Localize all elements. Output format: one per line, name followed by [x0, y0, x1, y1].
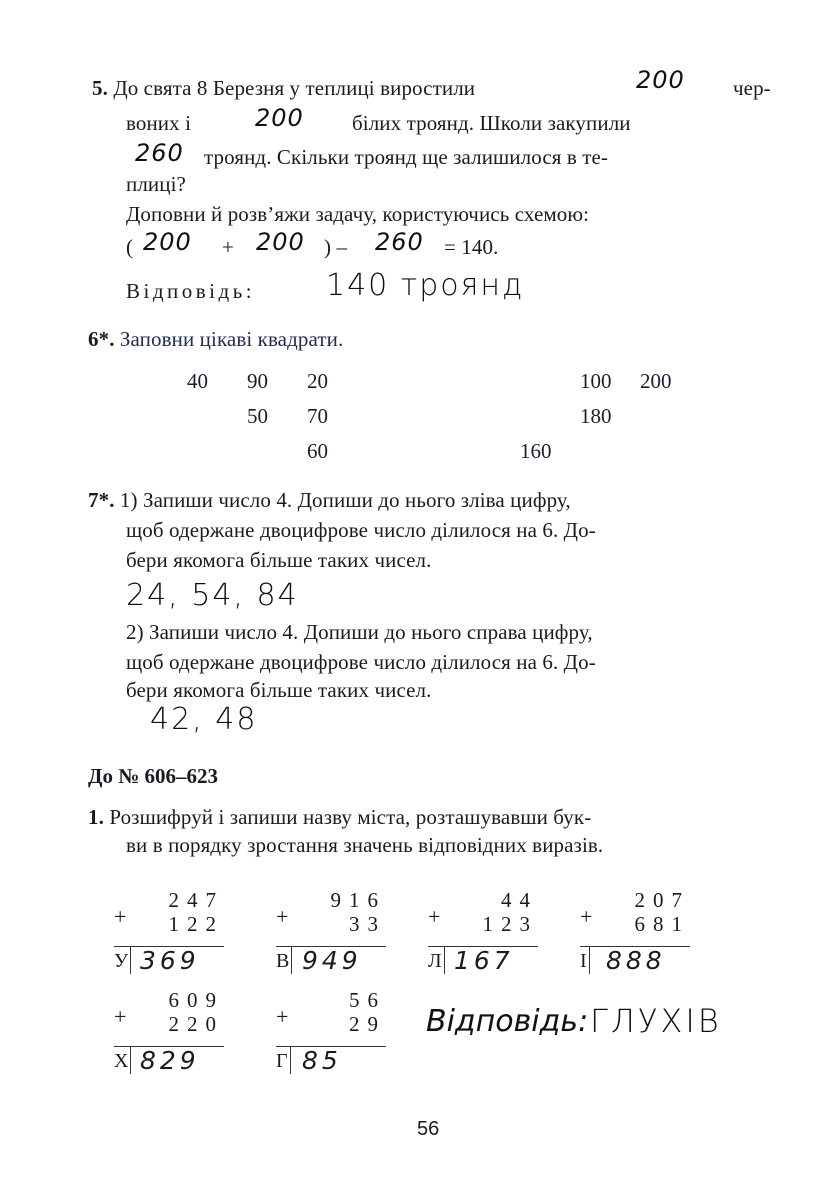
- cipher-letter: В: [276, 946, 292, 974]
- square1-cell: 20: [307, 369, 328, 393]
- task5-text-2a: воних і: [126, 111, 192, 135]
- page-number: 56: [417, 1118, 440, 1140]
- task7-part1-text: бери якомога більше таких чисел.: [126, 548, 432, 572]
- sum-result: 369: [140, 946, 200, 975]
- task1-answer-label: Відповідь:: [426, 1004, 589, 1039]
- task5-scheme-result: = 140.: [444, 235, 499, 259]
- square1-cell: 60: [307, 439, 328, 463]
- plus-sign: +: [580, 904, 593, 929]
- task7-part1-answer: 24, 54, 84: [126, 578, 299, 613]
- task7-part2-answer: 42, 48: [150, 702, 258, 737]
- task7-part2-text: бери якомога більше таких чисел.: [126, 678, 432, 702]
- addend-2: 681: [634, 912, 690, 936]
- task1-answer-value: ГЛУХІВ: [590, 1002, 722, 1040]
- task5-text-2b: білих троянд. Школи закупили: [352, 111, 631, 135]
- addend-1: 916: [330, 888, 386, 912]
- task5-text-3: троянд. Скільки троянд ще залишилося в те-: [204, 145, 609, 169]
- task5-text-4: плиці?: [126, 172, 186, 196]
- addend-1: 56: [349, 988, 386, 1012]
- addend-1: 44: [501, 888, 538, 912]
- square2-cell: 160: [520, 439, 552, 463]
- plus-sign: +: [276, 904, 289, 929]
- addend-2: 29: [349, 1012, 386, 1036]
- addend-2: 123: [482, 912, 538, 936]
- cipher-letter: Х: [114, 1046, 131, 1074]
- cipher-letter: Л: [428, 946, 445, 974]
- task5-answer-label: Відповідь:: [126, 279, 256, 303]
- sum-result: 949: [302, 946, 362, 975]
- task6-header: [88, 327, 343, 352]
- task5-answer-value: 140 троянд: [326, 268, 525, 303]
- task7-part2-text: 2) Запиши число 4. Допиши до нього справа цифру,: [126, 620, 593, 644]
- square1-cell: 40: [187, 369, 208, 393]
- addend-2: 122: [168, 912, 224, 936]
- addend-1: 247: [168, 888, 224, 912]
- task5-scheme-close-minus: ) –: [324, 235, 348, 259]
- square1-cell: 50: [247, 404, 268, 428]
- square1-cell: 70: [307, 404, 328, 428]
- task5-line1: [92, 76, 475, 101]
- addend-2: 33: [349, 912, 386, 936]
- task1-text: Розшифруй і запиши назву міста, розташувавши бук-: [109, 805, 592, 829]
- addend-2: 220: [168, 1012, 224, 1036]
- task7-number: 7*.: [88, 488, 115, 512]
- task5-instruction: Доповни й розв’яжи задачу, користуючись схемою:: [126, 202, 590, 226]
- section-heading: До № 606–623: [88, 764, 219, 788]
- square1-cell: 90: [247, 369, 268, 393]
- sum-result: 85: [302, 1046, 342, 1075]
- plus-sign: +: [428, 904, 441, 929]
- task5-red-roses-value: 200: [636, 66, 685, 94]
- addend-1: 609: [168, 988, 224, 1012]
- task5-white-roses-value: 200: [255, 104, 304, 132]
- cipher-letter: Г: [276, 1046, 291, 1074]
- task5-bought-value: 260: [135, 139, 184, 167]
- square2-cell: 180: [580, 404, 612, 428]
- task1-line1: [88, 805, 591, 830]
- sum-result: 888: [606, 946, 666, 975]
- task5-scheme-plus: +: [222, 235, 234, 259]
- addend-1: 207: [634, 888, 690, 912]
- sum-result: 829: [140, 1046, 200, 1075]
- square2-cell: 200: [640, 369, 672, 393]
- task7-part1-text: 1) Запиши число 4. Допиши до нього зліва цифру,: [119, 488, 571, 512]
- sum-result: 167: [454, 946, 514, 975]
- task1-text: ви в порядку зростання значень відповідних виразів.: [126, 833, 604, 857]
- task1-number: 1.: [88, 805, 104, 829]
- task7-part1-text: щоб одержане двоцифрове число ділилося на 6. До-: [126, 518, 596, 542]
- task6-text: Заповни цікаві квадрати.: [119, 327, 344, 351]
- square2-cell: 100: [580, 369, 612, 393]
- task5-text-1: До свята 8 Березня у теплиці виростили: [113, 76, 476, 100]
- task5-scheme-b: 200: [256, 228, 305, 256]
- task5-text-1b: чер-: [733, 76, 771, 100]
- plus-sign: +: [276, 1004, 289, 1029]
- task5-scheme-a: 200: [143, 228, 192, 256]
- task7-line1: [88, 488, 571, 513]
- plus-sign: +: [114, 1004, 127, 1029]
- task5-scheme-c: 260: [375, 228, 424, 256]
- task5-scheme-open: (: [126, 235, 134, 259]
- task5-number: 5.: [92, 76, 108, 100]
- task6-number: 6*.: [88, 327, 115, 351]
- cipher-letter: У: [114, 946, 131, 974]
- task7-part2-text: щоб одержане двоцифрове число ділилося на 6. До-: [126, 650, 596, 674]
- cipher-letter: І: [580, 946, 590, 974]
- plus-sign: +: [114, 904, 127, 929]
